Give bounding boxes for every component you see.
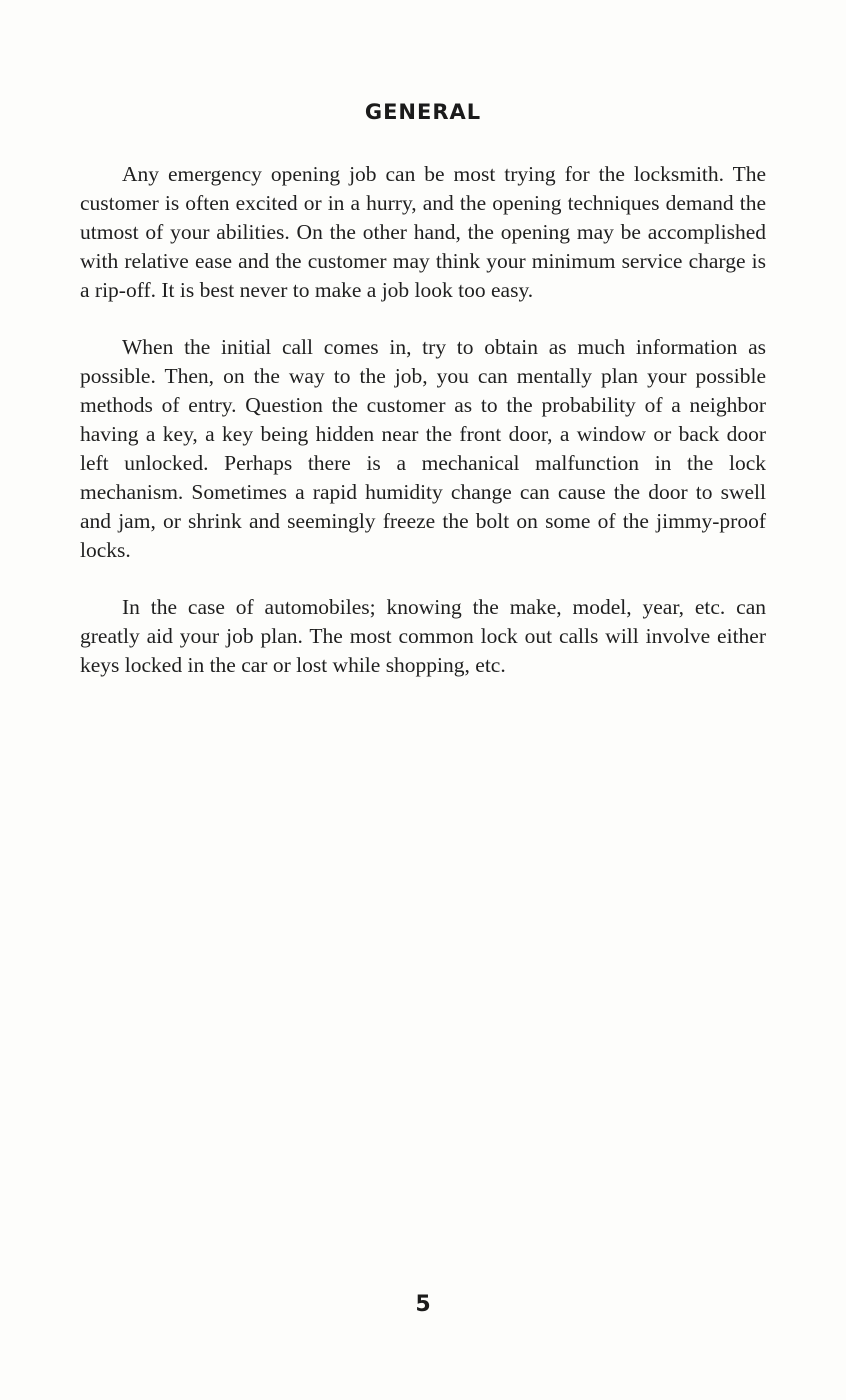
paragraph-automobiles: In the case of automobiles; knowing the make, model, year, etc. can greatly aid your job plan. The most common lock out calls will involve either keys locked in the car or lost while shopping, etc. xyxy=(80,595,766,677)
page-number: 5 xyxy=(415,1292,431,1317)
body-text xyxy=(80,160,766,708)
paragraph-initial-call: When the initial call comes in, try to obtain as much information as possible. Then, on the way to the job, you can mentally plan your possible methods of entry. Question the customer as to the probability of a neighbor having a key, a key being hidden near the front door, a window or back door left unlocked. Perhaps there is a mechanical malfunction in the lock mechanism. Sometimes a rapid humidity change can cause the door to swell and jam, or shrink and seemingly freeze the bolt on some of the jimmy-proof locks. xyxy=(80,335,766,562)
paragraph-emergency-opening: Any emergency opening job can be most trying for the locksmith. The customer is often excited or in a hurry, and the opening techniques demand the utmost of your abilities. On the other hand, the opening may be accomplished with relative ease and the customer may think your minimum service charge is a rip-off. It is best never to make a job look too easy. xyxy=(80,162,766,302)
section-heading: GENERAL xyxy=(364,100,482,124)
